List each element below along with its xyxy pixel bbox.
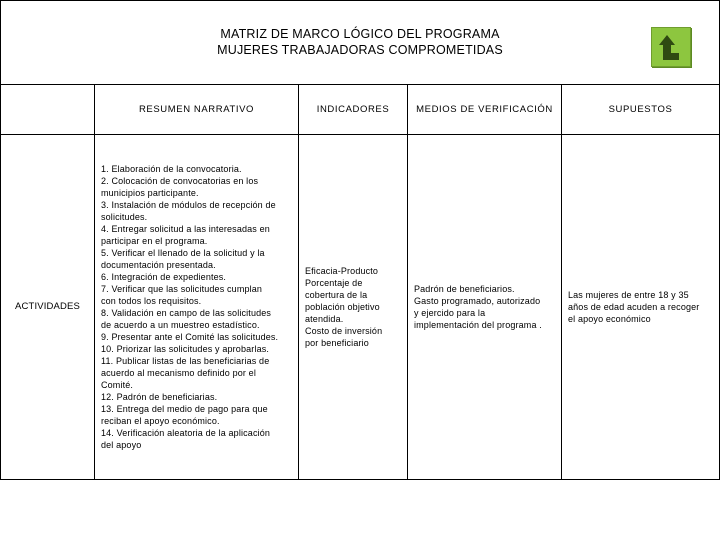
table-border-top [0, 0, 720, 1]
indicadores-line: población objetivo [305, 302, 380, 312]
return-button[interactable] [651, 27, 691, 67]
medios-cell [414, 283, 542, 331]
header-resumen: RESUMEN NARRATIVO [138, 104, 255, 115]
resumen-line: solicitudes. [101, 212, 148, 222]
resumen-line: del apoyo [101, 440, 142, 450]
resumen-line: 8. Validación en campo de las solicitudes [101, 308, 272, 318]
medios-line: y ejercido para la [414, 308, 486, 318]
resumen-line: 3. Instalación de módulos de recepción de [101, 200, 276, 210]
resumen-line: 13. Entrega del medio de pago para que [101, 404, 268, 414]
row-label-actividades: ACTIVIDADES [15, 301, 80, 312]
resumen-line: 10. Priorizar las solicitudes y aprobarlas. [101, 344, 270, 354]
column-divider-2 [298, 84, 299, 480]
column-divider-4 [561, 84, 562, 480]
supuestos-line: el apoyo económico [568, 314, 651, 324]
resumen-line: 1. Elaboración de la convocatoria. [101, 164, 242, 174]
resumen-line: 9. Presentar ante el Comité las solicitudes. [101, 332, 279, 342]
resumen-line: 12. Padrón de beneficiarias. [101, 392, 218, 402]
indicadores-line: atendida. [305, 314, 344, 324]
resumen-line: 6. Integración de expedientes. [101, 272, 227, 282]
return-arrow-icon [658, 33, 684, 61]
column-divider-1 [94, 84, 95, 480]
medios-line: Gasto programado, autorizado [414, 296, 541, 306]
indicadores-cell [305, 265, 382, 349]
resumen-line: 11. Publicar listas de las beneficiarias de [101, 356, 270, 366]
indicadores-line: Eficacia-Producto [305, 266, 379, 276]
page-title [150, 26, 570, 58]
resumen-line: 14. Verificación aleatoria de la aplicación [101, 428, 271, 438]
resumen-line: 5. Verificar el llenado de la solicitud y la [101, 248, 265, 258]
resumen-line: de acuerdo a un muestreo estadístico. [101, 320, 260, 330]
resumen-line: reciban el apoyo económico. [101, 416, 220, 426]
resumen-line: con todos los requisitos. [101, 296, 202, 306]
resumen-line: 2. Colocación de convocatorias en los [101, 176, 259, 186]
header-indicadores: INDICADORES [316, 104, 390, 115]
supuestos-line: años de edad acuden a recoger [568, 302, 700, 312]
title-line-1: MATRIZ DE MARCO LÓGICO DEL PROGRAMA [220, 27, 500, 41]
resumen-line: documentación presentada. [101, 260, 216, 270]
title-divider [0, 84, 720, 85]
header-divider [0, 134, 720, 135]
header-supuestos: SUPUESTOS [608, 104, 673, 115]
indicadores-line: Porcentaje de [305, 278, 363, 288]
header-medios: MEDIOS DE VERIFICACIÓN [416, 104, 553, 115]
table-border-bottom [0, 479, 720, 480]
medios-line: Padrón de beneficiarios. [414, 284, 515, 294]
title-line-2: MUJERES TRABAJADORAS COMPROMETIDAS [217, 43, 503, 57]
resumen-line: participar en el programa. [101, 236, 208, 246]
supuestos-line: Las mujeres de entre 18 y 35 [568, 290, 689, 300]
indicadores-line: cobertura de la [305, 290, 368, 300]
medios-line: implementación del programa . [414, 320, 542, 330]
resumen-line: 7. Verificar que las solicitudes cumplan [101, 284, 263, 294]
resumen-line: acuerdo al mecanismo definido por el [101, 368, 256, 378]
table-border-left [0, 0, 1, 480]
column-divider-3 [407, 84, 408, 480]
resumen-line: Comité. [101, 380, 134, 390]
indicadores-line: por beneficiario [305, 338, 369, 348]
indicadores-line: Costo de inversión [305, 326, 383, 336]
resumen-line: municipios participante. [101, 188, 199, 198]
supuestos-cell [568, 289, 699, 325]
resumen-cell [101, 163, 278, 451]
resumen-line: 4. Entregar solicitud a las interesadas en [101, 224, 270, 234]
